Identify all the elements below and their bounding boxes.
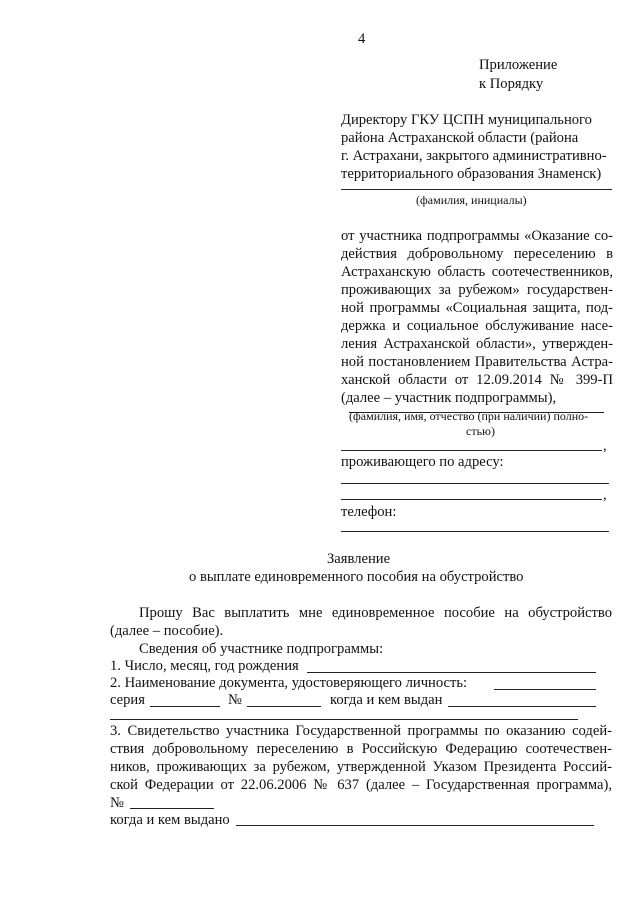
from-line: ления Астраханской области», утвержден- bbox=[341, 336, 613, 352]
issued-by-field[interactable] bbox=[448, 706, 596, 707]
info-heading: Сведения об участнике подпрограммы: bbox=[139, 641, 384, 657]
birth-label: 1. Число, месяц, год рождения bbox=[110, 658, 299, 674]
number-label: № bbox=[228, 692, 242, 708]
certificate-line: ников, проживающих за рубежом, утвержденной Указом Президента Россий- bbox=[110, 759, 612, 775]
comma: , bbox=[603, 438, 607, 454]
applicant-name-line-2[interactable] bbox=[341, 450, 602, 451]
series-label: серия bbox=[110, 692, 145, 708]
director-name-caption: (фамилия, инициалы) bbox=[416, 193, 527, 207]
from-line: от участника подпрограммы «Оказание со- bbox=[341, 228, 613, 244]
statement-title: Заявление bbox=[327, 551, 391, 567]
from-line: ной постановлением Правительства Астра- bbox=[341, 354, 613, 370]
id-doc-field[interactable] bbox=[494, 689, 596, 690]
series-field[interactable] bbox=[150, 706, 220, 707]
addressee-line: Директору ГКУ ЦСПН муниципального bbox=[341, 112, 592, 128]
issued-by-field-2[interactable] bbox=[110, 719, 578, 720]
from-line: держка и социальное обслуживание насе- bbox=[341, 318, 613, 334]
cert-issued-by-label: когда и кем выдано bbox=[110, 812, 230, 828]
from-line: действия добровольному переселению в bbox=[341, 246, 613, 262]
applicant-caption-2: стью) bbox=[466, 424, 496, 438]
phone-line[interactable] bbox=[341, 531, 609, 532]
issued-by-label: когда и кем выдан bbox=[330, 692, 443, 708]
address-line-2[interactable] bbox=[341, 499, 602, 500]
page-number: 4 bbox=[358, 31, 366, 47]
director-name-line[interactable] bbox=[341, 189, 612, 190]
cert-number-label: № bbox=[110, 795, 124, 811]
certificate-line: ствия добровольному переселению в Российскую Федерацию соотечествен- bbox=[110, 741, 612, 757]
appendix-line-1: Приложение bbox=[479, 57, 558, 73]
address-line-1[interactable] bbox=[341, 483, 609, 484]
from-line: ханской области от 12.09.2014 № 399-П bbox=[341, 372, 613, 388]
from-line: (далее – участник подпрограммы), bbox=[341, 390, 557, 406]
appendix-line-2: к Порядку bbox=[479, 76, 544, 92]
birth-field[interactable] bbox=[307, 672, 596, 673]
statement-subtitle: о выплате единовременного пособия на обустройство bbox=[189, 569, 524, 585]
addressee-line: г. Астрахани, закрытого административно- bbox=[341, 148, 607, 164]
from-line: проживающих за рубежом» государствен- bbox=[341, 282, 613, 298]
comma: , bbox=[603, 487, 607, 503]
phone-label: телефон: bbox=[341, 504, 397, 520]
certificate-line: 3. Свидетельство участника Государственной программы по оказанию содей- bbox=[110, 723, 612, 739]
applicant-caption-1: (фамилия, имя, отчество (при наличии) полно- bbox=[349, 409, 589, 423]
request-line-2: (далее – пособие). bbox=[110, 623, 224, 639]
from-line: ной программы «Социальная защита, под- bbox=[341, 300, 613, 316]
id-doc-label: 2. Наименование документа, удостоверяющего личность: bbox=[110, 675, 468, 691]
number-field[interactable] bbox=[247, 706, 321, 707]
certificate-line: ской Федерации от 22.06.2006 № 637 (далее – Государственная программа), bbox=[110, 777, 612, 793]
addressee-line: района Астраханской области (района bbox=[341, 130, 579, 146]
addressee-line: территориального образования Знаменск) bbox=[341, 166, 602, 182]
cert-issued-by-field[interactable] bbox=[236, 825, 594, 826]
cert-number-field[interactable] bbox=[130, 808, 214, 809]
request-line-1: Прошу Вас выплатить мне единовременное пособие на обустройство bbox=[139, 605, 612, 621]
address-label: проживающего по адресу: bbox=[341, 454, 504, 470]
from-line: Астраханскую область соотечественников, bbox=[341, 264, 613, 280]
